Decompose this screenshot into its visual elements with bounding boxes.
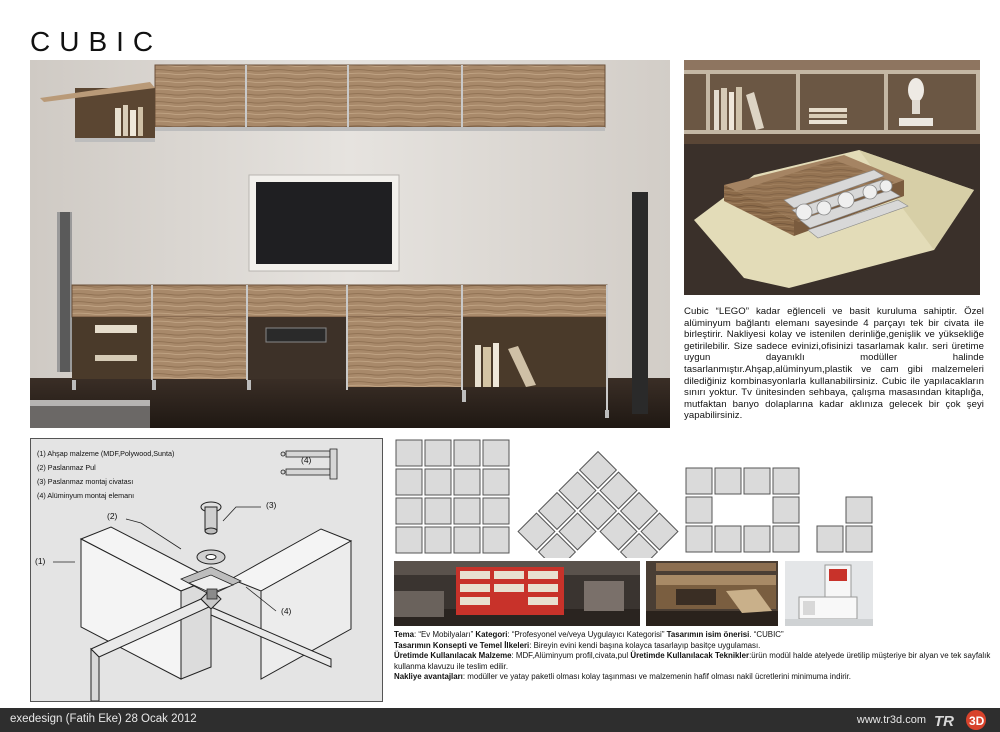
spec-line-nakliye: [394, 672, 994, 683]
module-square: [396, 527, 422, 553]
module-square: [483, 440, 509, 466]
exploded-joint-diagram: [31, 439, 382, 701]
module-square: [686, 468, 712, 494]
nakliye-label: Nakliye avantajları: [394, 672, 463, 681]
tr3d-logo-icon: [932, 709, 992, 731]
spec-line-malzeme: [394, 651, 994, 672]
thumbnail-wood-unit: [646, 561, 778, 626]
module-square: [483, 498, 509, 524]
spec-line-tema: [394, 630, 994, 641]
module-square: [686, 526, 712, 552]
module-square: [454, 440, 480, 466]
tema-value: : “Ev Mobilyaları”: [414, 630, 476, 639]
module-square: [425, 440, 451, 466]
kategori-label: Kategori: [475, 630, 508, 639]
module-square: [686, 497, 712, 523]
teknik-value: :ürün modül halde atelyede üretilip müşteriye bir alyan ve tek sayfalık kullanma klavuzu ile teslim edilir.: [394, 651, 991, 671]
module-square: [773, 468, 799, 494]
legend-item-1: (1) Ahşap malzeme (MDF,Polywood,Sunta): [37, 449, 175, 458]
module-square: [715, 526, 741, 552]
thumbnail-living-room-red: [394, 561, 640, 626]
isim-value: . “CUBIC”: [749, 630, 784, 639]
module-square: [744, 468, 770, 494]
module-square: [483, 527, 509, 553]
module-square: [817, 526, 843, 552]
spec-line-konsept: [394, 641, 994, 652]
callout-3: (3): [266, 500, 277, 510]
malzeme-label: Üretimde Kullanılacak Malzeme: [394, 651, 512, 660]
footer-bar: [0, 708, 1000, 732]
legend-item-4: (4) Alüminyum montaj elemanı: [37, 491, 135, 500]
callout-4-profile: (4): [301, 455, 312, 465]
module-square: [425, 498, 451, 524]
module-square: [715, 468, 741, 494]
isim-label: Tasarımın isim önerisi: [666, 630, 750, 639]
packaging-render-image: [684, 60, 980, 295]
module-square: [425, 527, 451, 553]
module-square: [483, 469, 509, 495]
module-square: [454, 527, 480, 553]
callout-4: (4): [281, 606, 292, 616]
malzeme-value: : MDF,Alüminyum profil,civata,pul: [511, 651, 631, 660]
module-square: [396, 498, 422, 524]
konsept-label: Tasarımın Konsepti ve Temel İlkeleri: [394, 640, 530, 650]
svg-text:TR: TR: [934, 713, 954, 730]
module-square: [773, 526, 799, 552]
page-title: CUBIC: [30, 26, 163, 57]
konsept-value: : Bireyin evini kendi başına kolayca tasarlayıp basitçe uygulaması.: [529, 640, 761, 650]
module-square: [396, 469, 422, 495]
module-square: [846, 497, 872, 523]
legend-item-2: (2) Paslanmaz Pul: [37, 463, 96, 472]
teknik-label: Üretimde Kullanılacak Teknikler: [630, 651, 750, 660]
tema-label: Tema: [394, 630, 415, 639]
module-configurations: [394, 438, 990, 558]
module-square: [425, 469, 451, 495]
module-square: [454, 469, 480, 495]
footer-author: exedesign (Fatih Eke) 28 Ocak 2012: [10, 713, 197, 725]
technical-drawing: [30, 438, 383, 702]
callout-1: (1): [35, 556, 46, 566]
module-square: [396, 440, 422, 466]
nakliye-value: : modüller ve yatay paketli olması kolay taşınması ve malzemenin hafif olması nakil ücretlerini minimuma indirir.: [462, 672, 851, 681]
module-square: [773, 497, 799, 523]
specifications: [394, 630, 994, 683]
description-paragraph: Cubic “LEGO” kadar eğlenceli ve basit kuruluma sahiptir. Özel alüminyum bağlantı elemanı sayesinde 4 parçayı tek bir civata ile birleştirir. Nakliyesi kolay ve istenilen derinliğe,genişlik ve yüksekliğe getirilebilir. Size sadece evinizi,ofisinizi tasarlamak kalır. seri üretime uygun dayanıklı modüller halinde tasarlanmıştır.Ahşap,alüminyum,plastik ve cam gibi malzemeleri dilediğiniz kombinasyonlarla kullanabilirsiniz. Cubic ile yapılacakların sınırı yoktur. Tv ünitesinden sehbaya, çalışma masasından kitaplığa, mutfaktan banyo dolaplarına kadar aklınıza gelecek bir çok şeyi yapabilirsiniz.: [684, 306, 984, 422]
description-text: [684, 306, 984, 422]
main-render-image: [30, 60, 670, 428]
module-square: [454, 498, 480, 524]
module-square: [744, 526, 770, 552]
thumbnail-white-unit: [785, 561, 873, 626]
svg-text:3D: 3D: [969, 714, 985, 728]
kategori-value: : “Profesyonel ve/veya Uygulayıcı Kategorisi”: [507, 630, 667, 639]
module-square: [846, 526, 872, 552]
legend-item-3: (3) Paslanmaz montaj civatası: [37, 477, 134, 486]
callout-2: (2): [107, 511, 118, 521]
footer-site-link[interactable]: www.tr3d.com: [856, 714, 926, 726]
